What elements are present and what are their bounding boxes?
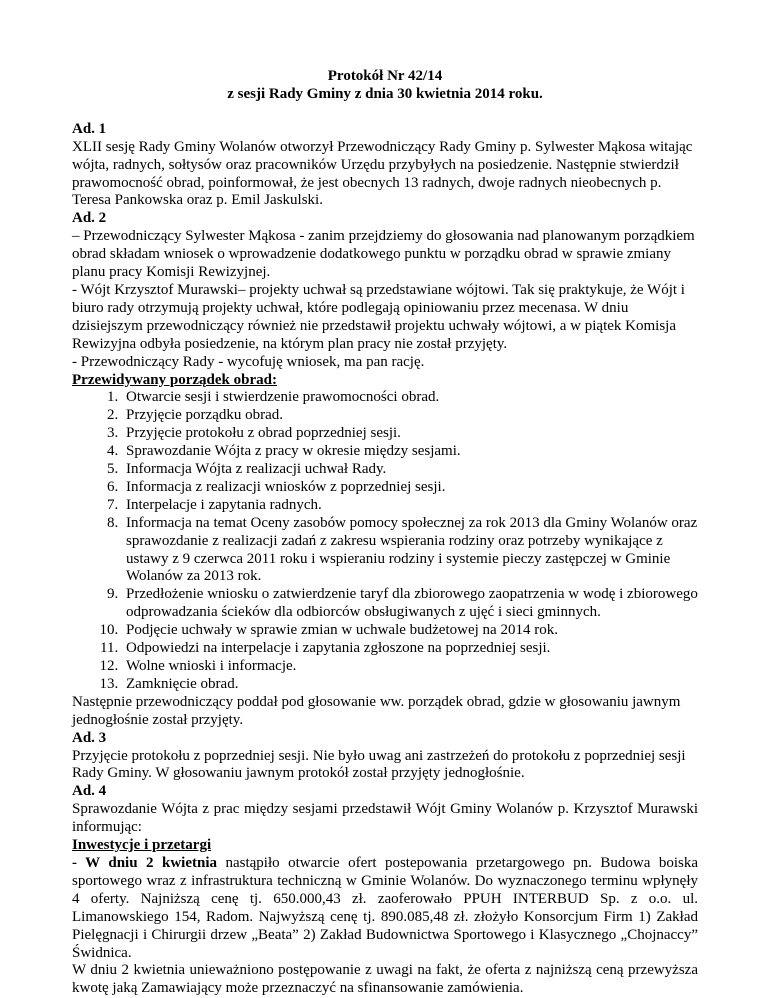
- agenda-item: 6. Informacja z realizacji wniosków z poprzedniej sesji.: [122, 479, 698, 497]
- agenda-item: 5. Informacja Wójta z realizacji uchwał Rady.: [122, 461, 698, 479]
- agenda-item: 9. Przedłożenie wniosku o zatwierdzenie taryf dla zbiorowego zaopatrzenia w wodę i zbiorowego odprowadzania ścieków dla odbiorców obsługiwanych z ujęć i sieci gminnych.: [122, 586, 698, 622]
- ad2-heading: Ad. 2: [72, 210, 107, 227]
- spacer: [72, 104, 698, 121]
- agenda-item: 13. Zamknięcie obrad.: [122, 676, 698, 694]
- tender-annulment-paragraph: W dniu 2 kwietnia unieważniono postępowanie z uwagi na fakt, że oferta z najniższą ceną przewyższa kwotę jaką Zamawiający może przeznaczyć na sfinansowanie zamówienia.: [72, 962, 698, 997]
- tender-paragraph: [72, 855, 698, 962]
- ad1-paragraph: XLII sesję Rady Gminy Wolanów otworzył Przewodniczący Rady Gminy p. Sylwester Mąkosa witając wójta, radnych, sołtysów oraz pracowników Urzędu przybyłych na posiedzenie. Następnie stwierdził prawomocność obrad, poinformował, że jest obecnych 13 radnych, dwoje radnych nieobecnych p. Teresa Pankowska oraz p. Emil Jaskulski.: [72, 138, 693, 209]
- ad1-heading: Ad. 1: [72, 120, 107, 137]
- agenda-item: 7. Interpelacje i zapytania radnych.: [122, 497, 698, 515]
- tender-description: nastąpiło otwarcie ofert postepowania przetargowego pn. Budowa boiska sportowego wraz z infrastruktura techniczną w Gminie Wolanów. Do wyznaczonego terminu wpłynęły 4 oferty. Najniższą cenę tj. 650.000,43 zł. zaoferowało PPUH INTERBUD Sp. z o.o. ul. Limanowskiego 154, Radom. Najwyższą cenę tj. 890.085,48 zł. złożyło Konsorcjum Firm 1) Zakład Pielęgnacji i Chirurgii drzew „Beata” 2) Zakład Budownictwa Sportowego i Klasycznego „Chojnaccy” Świdnica.: [72, 854, 699, 961]
- agenda-item: 10. Podjęcie uchwały w sprawie zmian w uchwale budżetowej na 2014 rok.: [122, 622, 698, 640]
- tender-date-bold: - W dniu 2 kwietnia: [72, 854, 217, 871]
- ad4-heading: Ad. 4: [72, 783, 107, 800]
- ad2-paragraph-3: - Przewodniczący Rady - wycofuję wniosek, ma pan rację.: [72, 353, 425, 370]
- ad2-paragraph-1: – Przewodniczący Sylwester Mąkosa - zanim przejdziemy do głosowania nad planowanym porządkiem obrad składam wniosek o wprowadzenie dodatkowego punktu w porządku obrad w sprawie zmiany planu pracy Komisji Rewizyjnej.: [72, 228, 695, 281]
- agenda-item: 8. Informacja na temat Oceny zasobów pomocy społecznej za rok 2013 dla Gminy Wolanów oraz sprawozdanie z realizacji zadań z zakresu wspierania rodziny oraz potrzeby wynikające z ustawy z 9 czerwca 2011 roku i wspieraniu rodziny i systemie pieczy zastępczej w Gminie Wolanów za 2013 rok.: [122, 515, 698, 587]
- agenda-item: 4. Sprawozdanie Wójta z pracy w okresie między sesjami.: [122, 443, 698, 461]
- investments-heading: Inwestycje i przetargi: [72, 837, 212, 854]
- ad3-heading: Ad. 3: [72, 729, 107, 746]
- agenda-list: [72, 389, 698, 693]
- ad3-paragraph: Przyjęcie protokołu z poprzedniej sesji. Nie było uwag ani zastrzeżeń do protokołu z poprzedniej sesji Rady Gminy. W głosowaniu jawnym protokół został przyjęty jednogłośnie.: [72, 747, 686, 782]
- agenda-item: 3. Przyjęcie protokołu z obrad poprzedniej sesji.: [122, 425, 698, 443]
- agenda-item: 2. Przyjęcie porządku obrad.: [122, 407, 698, 425]
- document-subtitle: z sesji Rady Gminy z dnia 30 kwietnia 2014 roku.: [227, 85, 543, 102]
- agenda-heading: Przewidywany porządek obrad:: [72, 371, 277, 388]
- ad4-intro: Sprawozdanie Wójta z prac między sesjami przedstawił Wójt Gminy Wolanów p. Krzysztof Murawski informując:: [72, 801, 698, 836]
- document-title: Protokół Nr 42/14: [327, 68, 443, 84]
- agenda-item: 11. Odpowiedzi na interpelacje i zapytania zgłoszone na poprzedniej sesji.: [122, 640, 698, 658]
- agenda-item: 1. Otwarcie sesji i stwierdzenie prawomocności obrad.: [122, 389, 698, 407]
- ad2-paragraph-2: - Wójt Krzysztof Murawski– projekty uchwał są przedstawiane wójtowi. Tak się praktykuje, że Wójt i biuro rady otrzymują projekty uchwał, które podlegają opiniowaniu przez mecenasa. W dniu dzisiejszym przewodniczący również nie przedstawił projektu uchwały wójtowi, a w piątek Komisja Rewizyjna odbyła posiedzenie, na którym plan pracy nie został przyjęty.: [72, 281, 685, 352]
- agenda-item: 12. Wolne wnioski i informacje.: [122, 658, 698, 676]
- agenda-vote-paragraph: Następnie przewodniczący poddał pod głosowanie ww. porządek obrad, gdzie w głosowaniu jawnym jednogłośnie został przyjęty.: [72, 693, 681, 728]
